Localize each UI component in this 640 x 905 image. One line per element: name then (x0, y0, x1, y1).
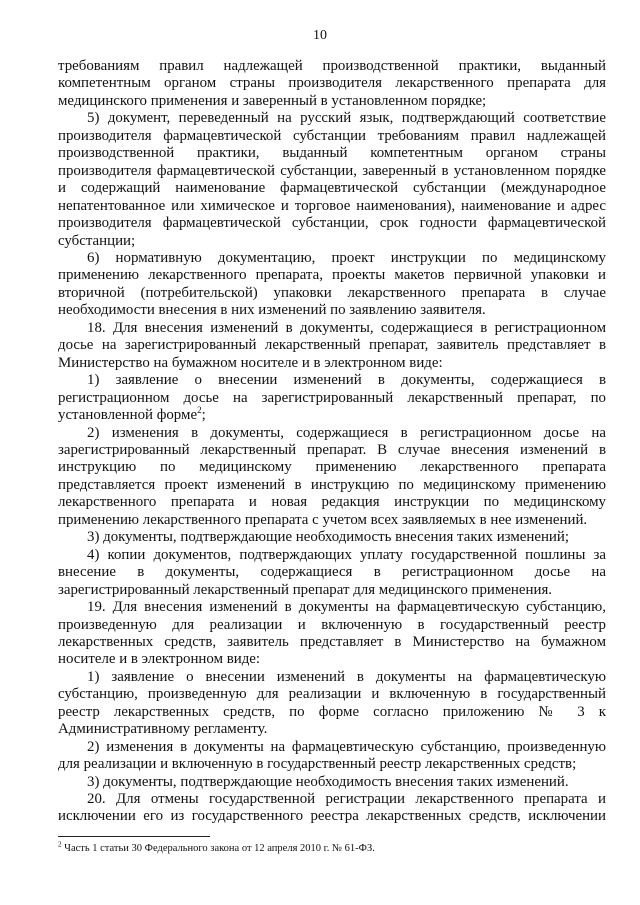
paragraph-continuation: требованиям правил надлежащей производственной практики, выданный компетентным органом страны производителя лекарственного препарата для медицинского применения и заверенный в установленном порядке; (58, 58, 606, 109)
paragraph-18-item-1-text: 1) заявление о внесении изменений в документы, содержащиеся в регистрационном досье на зарегистрированный лекарственный препарат, по установленной форме (58, 372, 606, 424)
footnote-divider (58, 836, 210, 837)
paragraph-item-5: 5) документ, переведенный на русский язык, подтверждающий соответствие производителя фармацевтической субстанции требованиям правил надлежащей производственной практики, выданный компетентным органом страны производителя фармацевтической субстанции, заверенный в установленном порядке и содержащий наименование фармацевтической субстанции (международное непатентованное или химическое и торговое наименования), наименование и адрес производителя фармацевтической субстанции, срок годности фармацевтической субстанции; (58, 110, 606, 249)
footnote-marker: 2 (58, 840, 62, 849)
body-text (58, 58, 606, 826)
footnote (58, 842, 606, 855)
paragraph-item-6: 6) нормативную документацию, проект инструкции по медицинскому применению лекарственного препарата, проекты макетов первичной упаковки и вторичной (потребительской) упаковки лекарственного препарата в случае необходимости внесения в них изменений по заявлению заявителя. (58, 249, 606, 319)
paragraph-clause-18: 18. Для внесения изменений в документы, содержащиеся в регистрационном досье на зарегистрированный лекарственный препарат, заявитель представляет в Министерство на бумажном носителе и в электронном виде: (58, 319, 606, 371)
paragraph-clause-20: 20. Для отмены государственной регистрации лекарственного препарата и исключении его из государственного реестра лекарственных средств, исключении (58, 791, 606, 825)
footnote-reference-tail: ; (201, 407, 206, 424)
paragraph-18-item-3: 3) документы, подтверждающие необходимость внесения таких изменений; (87, 529, 570, 546)
paragraph-19-item-1: 1) заявление о внесении изменений в документы на фармацевтическую субстанцию, произведенную для реализации и включенную в государственный реестр лекарственных средств, по форме согласно приложению № 3 к Административному регламенту. (58, 668, 606, 738)
paragraph-19-item-2: 2) изменения в документы на фармацевтическую субстанцию, произведенную для реализации и включенную в государственный реестр лекарственных средств; (58, 738, 606, 773)
paragraph-18-item-1 (58, 372, 606, 424)
paragraph-clause-19: 19. Для внесения изменений в документы на фармацевтическую субстанцию, произведенную для реализации и включенную в государственный реестр лекарственных средств, заявитель представляет в Министерство на бумажном носителе и в электронном виде: (58, 599, 606, 668)
footnote-reference[interactable]: 2 (197, 405, 202, 416)
paragraph-19-item-3: 3) документы, подтверждающие необходимость внесения таких изменений. (87, 773, 569, 790)
page-number: 10 (313, 28, 327, 43)
footnote-text: Часть 1 статьи 30 Федерального закона от 12 апреля 2010 г. № 61-ФЗ. (64, 843, 375, 854)
paragraph-18-item-2: 2) изменения в документы, содержащиеся в регистрационном досье на зарегистрированный лекарственный препарат. В случае внесения изменений в инструкцию по медицинскому применению лекарственного препарата представляется проект изменений в инструкцию по медицинскому применению лекарственного препарата и новая редакция инструкции по медицинскому применению лекарственного препарата с учетом всех заявляемых в нее изменений. (58, 424, 606, 528)
paragraph-18-item-4: 4) копии документов, подтверждающих уплату государственной пошлины за внесение в документы, содержащиеся в регистрационном досье на зарегистрированный лекарственный препарат для медицинского применения. (58, 546, 606, 598)
